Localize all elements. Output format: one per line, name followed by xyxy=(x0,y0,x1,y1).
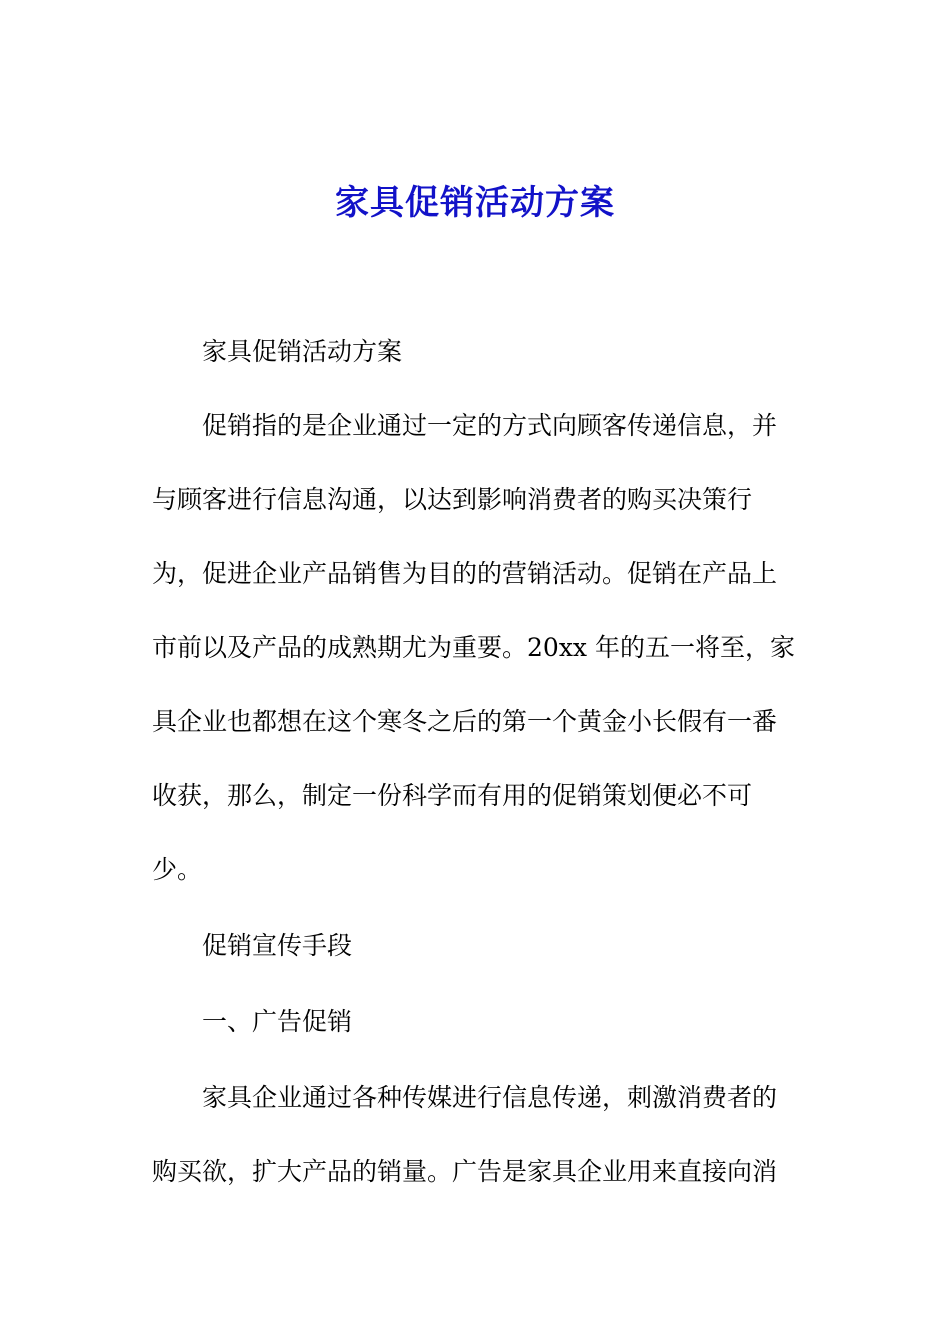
section-heading: 一、广告促销 xyxy=(202,1007,353,1036)
paragraph-line: 与顾客进行信息沟通，以达到影响消费者的购买决策行 xyxy=(152,485,753,514)
paragraph-line: 市前以及产品的成熟期尤为重要。20xx 年的五一将至，家 xyxy=(152,633,795,662)
paragraph-line: 具企业也都想在这个寒冬之后的第一个黄金小长假有一番 xyxy=(152,707,778,736)
paragraph-line: 收获，那么，制定一份科学而有用的促销策划便必不可 xyxy=(152,781,753,810)
section-heading: 促销宣传手段 xyxy=(202,931,353,960)
paragraph-line: 促销指的是企业通过一定的方式向顾客传递信息，并 xyxy=(202,411,778,440)
subtitle-line: 家具促销活动方案 xyxy=(202,337,403,366)
document-title: 家具促销活动方案 xyxy=(335,183,615,223)
paragraph-line: 为，促进企业产品销售为目的的营销活动。促销在产品上 xyxy=(152,559,778,588)
paragraph-line: 少。 xyxy=(152,855,203,884)
paragraph-line: 家具企业通过各种传媒进行信息传递，刺激消费者的 xyxy=(202,1083,778,1112)
paragraph-line: 购买欲，扩大产品的销量。广告是家具企业用来直接向消 xyxy=(152,1157,778,1186)
